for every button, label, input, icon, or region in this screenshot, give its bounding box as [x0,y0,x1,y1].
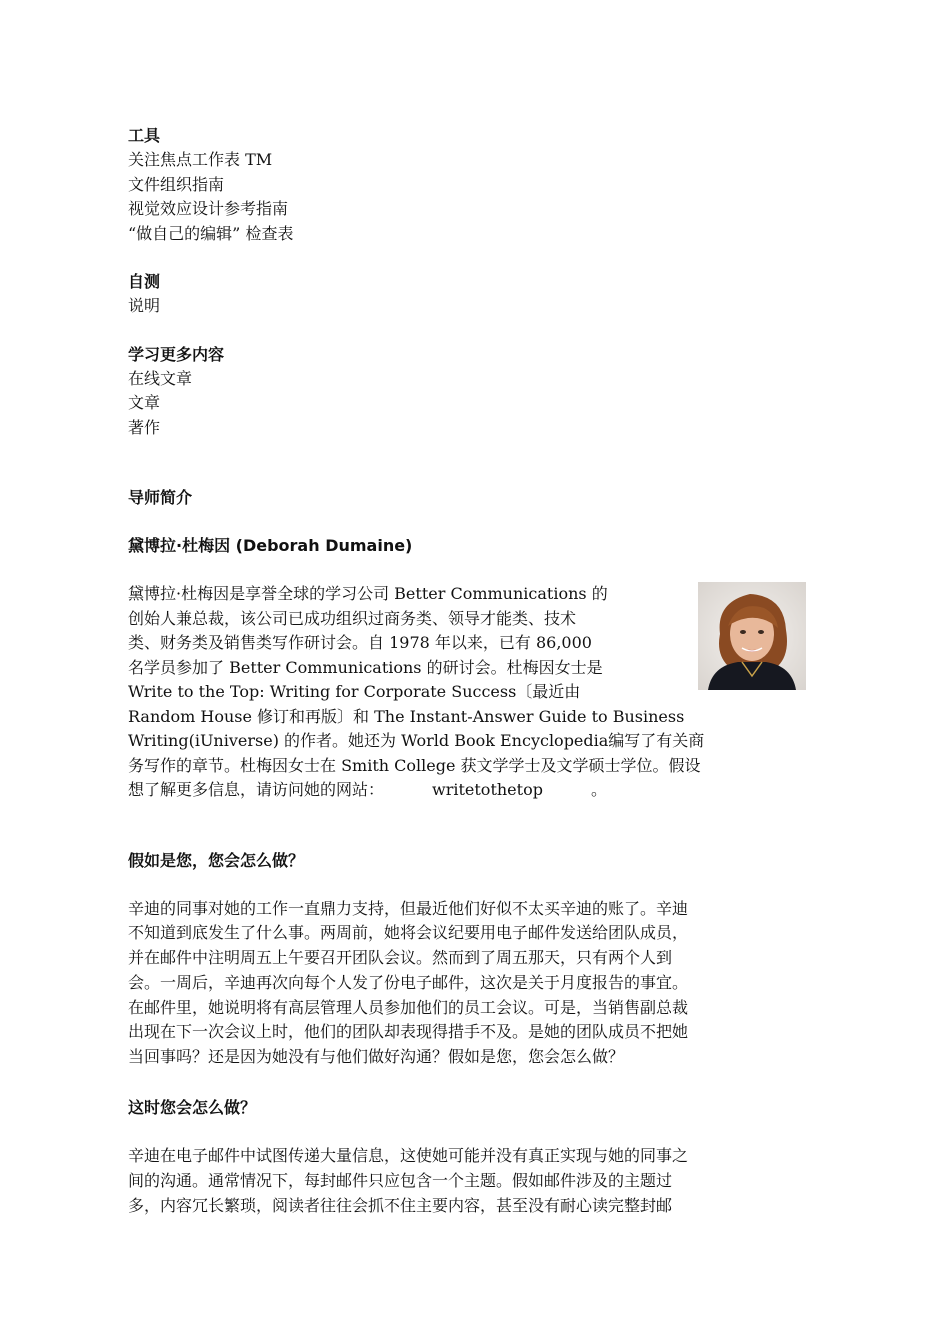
scenario-line-1: 辛迪的同事对她的工作一直鼎力支持，但最近他们好似不太买辛迪的账了。辛迪 [128,898,689,918]
bio-line-7: Writing(iUniverse) 的作者。她还为 World Book Encyclopedia编写了有关商 [128,731,705,750]
scenario-line-2: 不知道到底发生了什么事。两周前，她将会议纪要用电子邮件发送给团队成员， [128,923,689,943]
bio-last-suffix: 。 [590,780,607,799]
scenario-line-6: 出现在下一次会议上时，他们的团队却表现得措手不及。是她的团队成员不把她 [128,1022,689,1042]
scenario-line-5: 在邮件里，她说明将有高层管理人员参加他们的员工会议。可是，当销售副总裁 [128,997,689,1017]
learn-more-item-articles[interactable]: 文章 [128,393,161,412]
bio-last-prefix: 想了解更多信息，请访问她的网站： [128,780,385,799]
scenario-line-4: 会。一周后，辛迪再次向每个人发了份电子邮件，这次是关于月度报告的事宜。 [128,972,689,992]
bio-line-9 [128,778,818,803]
bio-line-2: 创始人兼总裁，该公司已成功组织过商务类、领导才能类、技术 [128,608,577,628]
portrait-photo-icon [698,582,806,690]
answer-line-3: 多，内容冗长繁琐，阅读者往往会抓不住主要内容，甚至没有耐心读完整封邮 [128,1195,673,1215]
tools-item-checklist[interactable]: “做自己的编辑” 检查表 [128,223,294,243]
mentor-heading: 导师简介 [128,488,193,507]
document-page [128,124,818,1218]
tools-item-visual-guide[interactable]: 视觉效应设计参考指南 [128,199,289,218]
tools-item-doc-guide[interactable]: 文件组织指南 [128,174,225,194]
learn-more-item-online-articles[interactable]: 在线文章 [128,368,193,388]
website-link[interactable]: writetothetop [432,780,543,799]
answer-line-2: 间的沟通。通常情况下，每封邮件只应包含一个主题。假如邮件涉及的主题过 [128,1170,673,1190]
answer-heading: 这时您会怎么做？ [128,1098,257,1118]
self-test-heading: 自测 [128,272,161,291]
self-test-item-instructions[interactable]: 说明 [128,296,161,315]
answer-line-1: 辛迪在电子邮件中试图传递大量信息，这使她可能并没有真正实现与她的同事之 [128,1146,689,1166]
scenario-line-3: 并在邮件中注明周五上午要召开团队会议。然而到了周五那天，只有两个人到 [128,948,673,968]
scenario-paragraph [128,897,818,1071]
tools-item-focus-sheet[interactable]: 关注焦点工作表 TM [128,150,273,169]
bio-line-3: 类、财务类及销售类写作研讨会。自 1978 年以来，已有 86,000 [128,633,592,652]
scenario-heading: 假如是您，您会怎么做？ [128,850,305,870]
answer-paragraph [128,1144,818,1218]
bio-line-5: Write to the Top: Writing for Corporate Success〔最近由 [128,682,581,701]
bio-line-8: 务写作的章节。杜梅因女士在 Smith College 获文学学士及文学硕士学位。假设 [128,755,701,775]
learn-more-heading: 学习更多内容 [128,344,225,364]
bio-line-4: 名学员参加了 Better Communications 的研讨会。杜梅因女士是 [128,657,603,677]
scenario-line-7: 当回事吗？还是因为她没有与他们做好沟通？假如是您，您会怎么做？ [128,1047,625,1067]
tools-heading: 工具 [128,126,161,145]
bio-line-6: Random House 修订和再版〕和 The Instant-Answer Guide to Business [128,706,685,726]
mentor-name: 黛博拉·杜梅因 (Deborah Dumaine) [128,536,413,555]
learn-more-item-books[interactable]: 著作 [128,417,161,437]
mentor-bio [128,582,818,803]
bio-line-1: 黛博拉·杜梅因是享誉全球的学习公司 Better Communications 的 [128,584,608,603]
